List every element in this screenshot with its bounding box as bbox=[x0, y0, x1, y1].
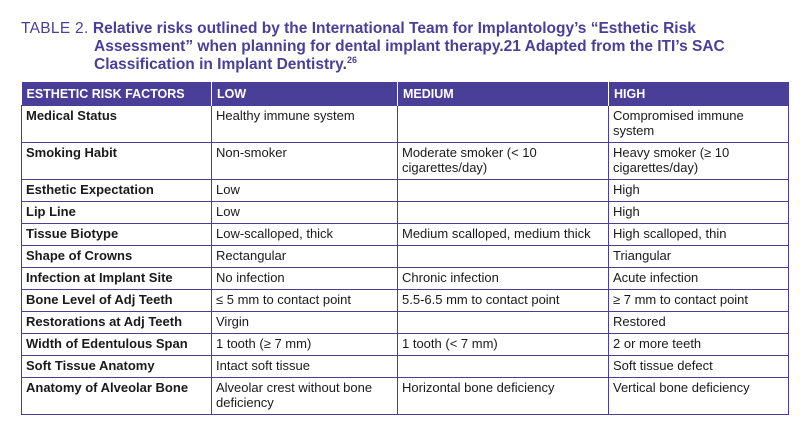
risk-factor-cell: Width of Edentulous Span bbox=[22, 334, 212, 356]
low-risk-cell: 1 tooth (≥ 7 mm) bbox=[212, 334, 398, 356]
high-risk-cell: High bbox=[609, 202, 789, 224]
high-risk-cell: Acute infection bbox=[609, 268, 789, 290]
high-risk-cell: Vertical bone deficiency bbox=[609, 378, 789, 415]
high-risk-cell: Soft tissue defect bbox=[609, 356, 789, 378]
high-risk-cell: 2 or more teeth bbox=[609, 334, 789, 356]
low-risk-cell: Intact soft tissue bbox=[212, 356, 398, 378]
table-row bbox=[22, 246, 789, 268]
low-risk-cell: Low bbox=[212, 180, 398, 202]
table-row bbox=[22, 334, 789, 356]
medium-risk-cell bbox=[398, 202, 609, 224]
header-low: LOW bbox=[212, 82, 398, 106]
table-row bbox=[22, 224, 789, 246]
table-row bbox=[22, 180, 789, 202]
high-risk-cell: Restored bbox=[609, 312, 789, 334]
low-risk-cell: Non-smoker bbox=[212, 143, 398, 180]
low-risk-cell: Alveolar crest without bone deficiency bbox=[212, 378, 398, 415]
medium-risk-cell: 5.5-6.5 mm to contact point bbox=[398, 290, 609, 312]
medium-risk-cell: Moderate smoker (< 10 cigarettes/day) bbox=[398, 143, 609, 180]
caption-line-3-text: Classification in Implant Dentistry. bbox=[94, 56, 347, 73]
medium-risk-cell bbox=[398, 246, 609, 268]
caption-line-2: Assessment” when planning for dental implant therapy.21 Adapted from the ITI’s SAC bbox=[94, 38, 725, 55]
table-row bbox=[22, 312, 789, 334]
header-risk-factors: ESTHETIC RISK FACTORS bbox=[22, 82, 212, 106]
caption-line-3 bbox=[21, 56, 791, 74]
medium-risk-cell bbox=[398, 180, 609, 202]
medium-risk-cell: 1 tooth (< 7 mm) bbox=[398, 334, 609, 356]
low-risk-cell: Healthy immune system bbox=[212, 106, 398, 143]
caption-reference: 26 bbox=[346, 54, 357, 65]
risk-factor-cell: Tissue Biotype bbox=[22, 224, 212, 246]
high-risk-cell: Triangular bbox=[609, 246, 789, 268]
esthetic-risk-table bbox=[21, 82, 789, 415]
medium-risk-cell: Chronic infection bbox=[398, 268, 609, 290]
risk-factor-cell: Soft Tissue Anatomy bbox=[22, 356, 212, 378]
caption-line-1: Relative risks outlined by the International Team for Implantology’s “Esthetic Risk bbox=[92, 20, 696, 37]
table-row bbox=[22, 378, 789, 415]
risk-factor-cell: Bone Level of Adj Teeth bbox=[22, 290, 212, 312]
medium-risk-cell: Medium scalloped, medium thick bbox=[398, 224, 609, 246]
low-risk-cell: ≤ 5 mm to contact point bbox=[212, 290, 398, 312]
risk-factor-cell: Medical Status bbox=[22, 106, 212, 143]
risk-factor-cell: Lip Line bbox=[22, 202, 212, 224]
low-risk-cell: Low-scalloped, thick bbox=[212, 224, 398, 246]
table-row bbox=[22, 143, 789, 180]
high-risk-cell: High bbox=[609, 180, 789, 202]
high-risk-cell: Compromised immune system bbox=[609, 106, 789, 143]
header-high: HIGH bbox=[609, 82, 789, 106]
risk-factor-cell: Anatomy of Alveolar Bone bbox=[22, 378, 212, 415]
table-row bbox=[22, 356, 789, 378]
header-medium: MEDIUM bbox=[398, 82, 609, 106]
table-row bbox=[22, 290, 789, 312]
high-risk-cell: Heavy smoker (≥ 10 cigarettes/day) bbox=[609, 143, 789, 180]
medium-risk-cell bbox=[398, 356, 609, 378]
risk-factor-cell: Smoking Habit bbox=[22, 143, 212, 180]
medium-risk-cell: Horizontal bone deficiency bbox=[398, 378, 609, 415]
high-risk-cell: ≥ 7 mm to contact point bbox=[609, 290, 789, 312]
table-row bbox=[22, 268, 789, 290]
low-risk-cell: Rectangular bbox=[212, 246, 398, 268]
medium-risk-cell bbox=[398, 312, 609, 334]
table-row bbox=[22, 106, 789, 143]
table-number: TABLE 2. bbox=[21, 20, 89, 37]
table-caption bbox=[21, 20, 791, 74]
low-risk-cell: Low bbox=[212, 202, 398, 224]
risk-factor-cell: Shape of Crowns bbox=[22, 246, 212, 268]
risk-factor-cell: Esthetic Expectation bbox=[22, 180, 212, 202]
low-risk-cell: No infection bbox=[212, 268, 398, 290]
medium-risk-cell bbox=[398, 106, 609, 143]
high-risk-cell: High scalloped, thin bbox=[609, 224, 789, 246]
low-risk-cell: Virgin bbox=[212, 312, 398, 334]
risk-factor-cell: Restorations at Adj Teeth bbox=[22, 312, 212, 334]
risk-factor-cell: Infection at Implant Site bbox=[22, 268, 212, 290]
table-row bbox=[22, 202, 789, 224]
table-header-row bbox=[22, 82, 789, 106]
